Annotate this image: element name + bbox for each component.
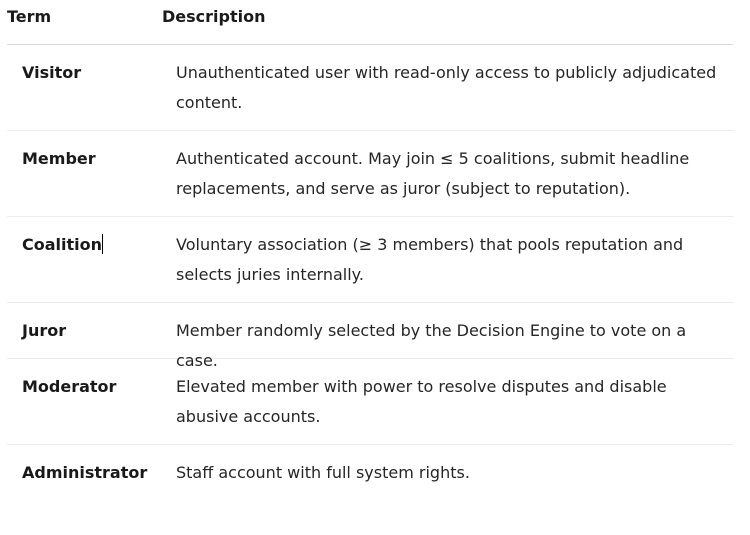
term-cell[interactable]: Administrator xyxy=(22,463,148,482)
term-text[interactable]: Coalition xyxy=(22,235,103,254)
table-row xyxy=(7,445,733,501)
description-cell[interactable]: Member randomly selected by the Decision Engine to vote on a case. xyxy=(176,321,687,370)
table-row xyxy=(7,217,733,303)
description-cell[interactable]: Elevated member with power to resolve disputes and disable abusive accounts. xyxy=(176,377,667,426)
term-cell[interactable]: Member xyxy=(22,149,96,168)
term-cell[interactable] xyxy=(7,217,162,302)
term-cell[interactable]: Juror xyxy=(22,321,67,340)
table-row xyxy=(7,45,733,131)
description-cell[interactable]: Staff account with full system rights. xyxy=(176,463,470,482)
term-cell[interactable]: Visitor xyxy=(22,63,82,82)
term-cell[interactable]: Moderator xyxy=(22,377,117,396)
header-term: Term xyxy=(7,7,52,26)
table-row xyxy=(7,131,733,217)
description-cell[interactable]: Authenticated account. May join ≤ 5 coalitions, submit headline replacements, and serve as juror (subject to reputation). xyxy=(176,149,690,198)
text-cursor xyxy=(102,234,103,254)
terms-table xyxy=(7,0,733,501)
table-row xyxy=(7,303,733,370)
table-header-row xyxy=(7,0,733,45)
description-cell[interactable]: Voluntary association (≥ 3 members) that pools reputation and selects juries internally. xyxy=(176,235,684,284)
table-row xyxy=(7,359,733,445)
header-description: Description xyxy=(162,7,266,26)
description-cell[interactable]: Unauthenticated user with read-only access to publicly adjudicated content. xyxy=(176,63,717,112)
